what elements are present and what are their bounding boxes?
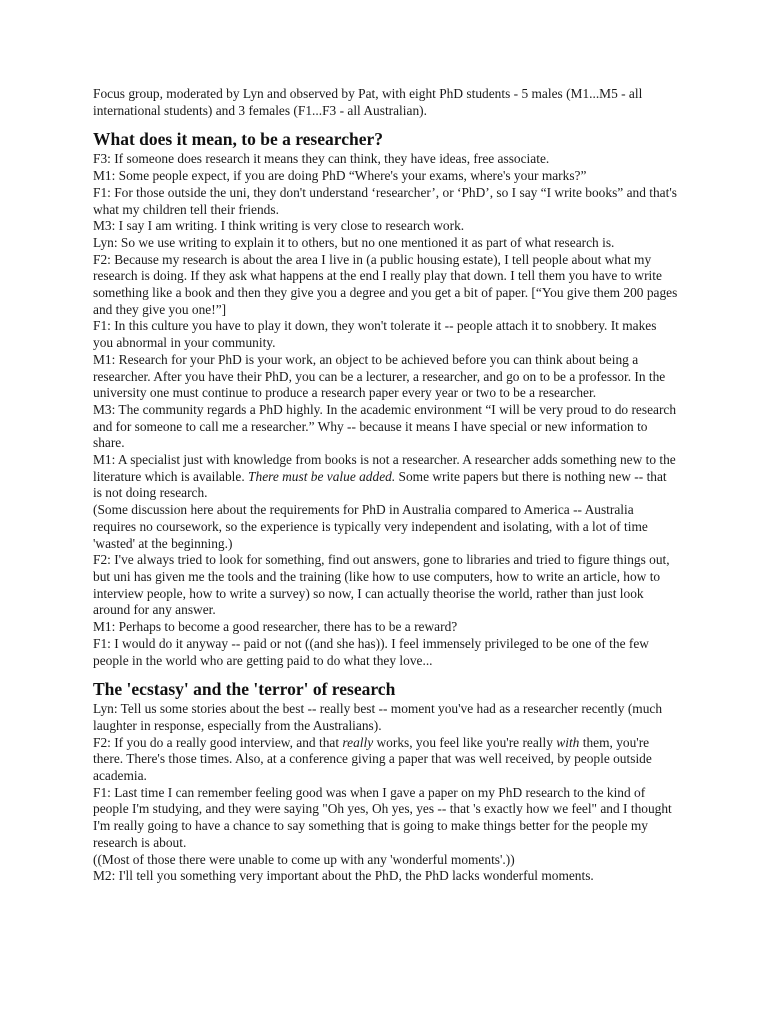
paragraph-m1-phd-work: M1: Research for your PhD is your work, an object to be achieved before you can think about being a researcher. After you have their PhD, you can be a lecturer, a researcher, and go on to be a professor. In the university one must continue to produce a research paper every year or two to be a researcher. xyxy=(93,351,666,401)
intro-paragraph: Focus group, moderated by Lyn and observed by Pat, with eight PhD students - 5 males (M1...M5 - all international students) and 3 females (F1...F3 - all Australian). xyxy=(93,86,643,118)
paragraph-m1-specialist xyxy=(93,452,678,502)
specialist-text-start: M1: A specialist just with knowledge from books is not a researcher. A researcher adds something new to the literature which is available. xyxy=(93,452,676,484)
paragraph-f1-privileged: F1: I would do it anyway -- paid or not ((and she has)). I feel immensely privileged to be one of the few people in the world who are getting paid to do what they love... xyxy=(93,635,649,668)
paragraph-wonderful-moments-note: ((Most of those there were unable to come up with any 'wonderful moments'.)) xyxy=(93,851,515,867)
paragraph-f2-interview xyxy=(93,735,678,785)
paragraph-f2-tools: F2: I've always tried to look for something, find out answers, gone to libraries and tried to figure things out, but uni has given me the tools and the training (like how to use computers, how to write an article, how to interview people, how to write a survey) so now, I can actually theorise the world, rather than just look around for any answer. xyxy=(93,552,670,618)
paragraph-lyn-writing: Lyn: So we use writing to explain it to others, but no one mentioned it as part of what research is. xyxy=(93,234,615,250)
paragraph-f3: F3: If someone does research it means they can think, they have ideas, free associate. xyxy=(93,151,550,167)
paragraph-m1-exams: M1: Some people expect, if you are doing PhD “Where's your exams, where's your marks?” xyxy=(93,168,587,184)
section-heading-ecstasy: The 'ecstasy' and the 'terror' of research xyxy=(93,679,396,700)
paragraph-f1-play-down: F1: In this culture you have to play it down, they won't tolerate it -- people attach it to snobbery. It makes you abnormal in your community. xyxy=(93,318,657,351)
with-emphasis: with xyxy=(556,734,580,750)
f2-text-3: them, you're there. There's those times. Also, at a conference giving a paper that was well received, by people outside academia. xyxy=(93,734,652,784)
paragraph-lyn-stories: Lyn: Tell us some stories about the best -- really best -- moment you've had as a researcher recently (much laughter in response, especially from the Australians). xyxy=(93,701,663,733)
really-emphasis: really xyxy=(342,734,374,750)
paragraph-m3-writing: M3: I say I am writing. I think writing is very close to research work. xyxy=(93,218,465,234)
f2-text-1: F2: If you do a really good interview, and that xyxy=(93,734,343,750)
value-added-emphasis: There must be value added. xyxy=(248,468,396,484)
paragraph-f2-housing-estate: F2: Because my research is about the area I live in (a public housing estate), I tell people about what my research is doing. If they ask what happens at the end I really play that down. I tell them you have to write something like a book and then they give you a degree and you get a bit of paper. [“You give them 200 pages and they give you one!”] xyxy=(93,251,678,317)
document-page xyxy=(93,86,678,885)
paragraph-m2-phd-lacks: M2: I'll tell you something very important about the PhD, the PhD lacks wonderful moments. xyxy=(93,868,594,884)
paragraph-f1-last-time: F1: Last time I can remember feeling good was when I gave a paper on my PhD research to the kind of people I'm studying, and they were saying "Oh yes, Oh yes, yes -- that 's exactly how we feel" and I thought I'm really going to have a chance to say something that is going to make things better for the people my research is about. xyxy=(93,784,672,850)
specialist-text-end: Some write papers but there is nothing new -- that is not doing research. xyxy=(93,468,667,501)
paragraph-discussion-note: (Some discussion here about the requirements for PhD in Australia compared to America -- Australia requires no coursework, so the experience is typically very independent and isolating, with a lot of time 'wasted' at the beginning.) xyxy=(93,502,648,551)
section-heading-researcher: What does it mean, to be a researcher? xyxy=(93,129,383,150)
paragraph-f1-write-books: F1: For those outside the uni, they don't understand ‘researcher’, or ‘PhD’, so I say “I write books” and that's what my children tell their friends. xyxy=(93,184,677,217)
paragraph-m1-reward: M1: Perhaps to become a good researcher, there has to be a reward? xyxy=(93,619,458,635)
f2-text-2: works, you feel like you're really xyxy=(373,734,557,750)
paragraph-m3-community: M3: The community regards a PhD highly. In the academic environment “I will be very proud to do research and for someone to call me a researcher.” Why -- because it means I have special or new information to share. xyxy=(93,401,677,451)
